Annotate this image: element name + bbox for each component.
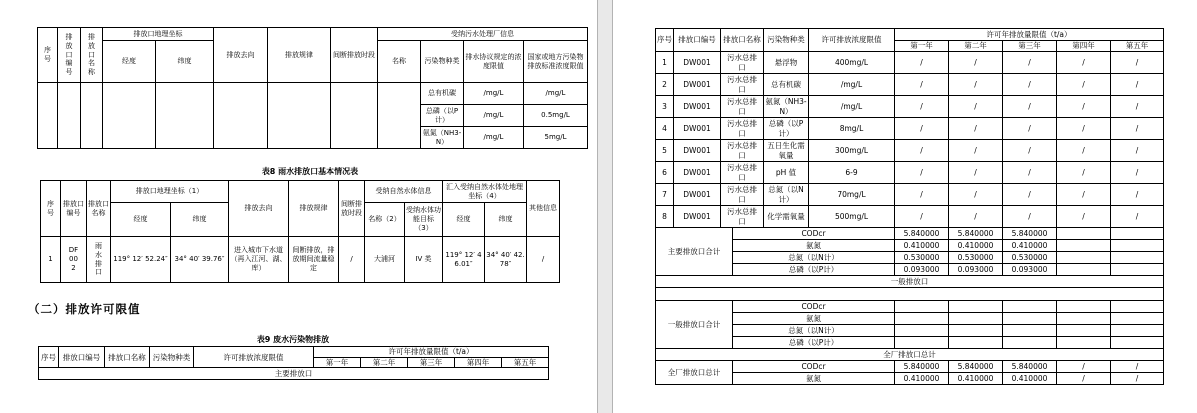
year1-cell: [895, 337, 949, 349]
cell: [268, 83, 331, 149]
cell: [103, 83, 156, 149]
pollutant-cell: CODcr: [733, 301, 895, 313]
header-outlet-no: 排放口编号: [61, 181, 87, 237]
standard-limit-cell: 0.5mg/L: [524, 105, 588, 127]
year5-cell: /: [1111, 162, 1164, 184]
year2-cell: 0.410000: [949, 373, 1003, 385]
year1-cell: 5.840000: [895, 228, 949, 240]
pollutant-cell: 总氮（以N计）: [733, 325, 895, 337]
year3-cell: 0.530000: [1003, 252, 1057, 264]
header-pattern: 排放规律: [289, 181, 339, 237]
permit-limits-table: [655, 28, 1164, 385]
header-seq: 序号: [656, 29, 674, 52]
year5-cell: /: [1111, 118, 1164, 140]
year2-cell: /: [949, 52, 1003, 74]
outlet-no-value: DF002: [68, 246, 79, 272]
table8-caption: 表8 雨水排放口基本情况表: [261, 167, 359, 176]
main-outlet-band: 主要排放口: [39, 368, 549, 380]
outlet-name-value: 污水总排口: [727, 185, 757, 204]
year4-cell: [1057, 325, 1111, 337]
longitude-cell: 119° 12′ 52.24″: [111, 237, 171, 283]
year2-cell: 0.530000: [949, 252, 1003, 264]
outlet-no-cell: DW001: [674, 162, 721, 184]
year5-cell: [1111, 337, 1164, 349]
pollutant-cell: 总磷（以P计）: [733, 337, 895, 349]
outlet-name-cell: [87, 237, 111, 283]
cell: [81, 83, 103, 149]
outlet-name-value: 污水总排口: [727, 75, 757, 94]
table-row: [656, 288, 1164, 301]
table-row: [656, 96, 1164, 118]
table9-caption: 表9 废水污染物排放: [256, 335, 330, 344]
join-latitude-cell: 34° 40′ 42.78″: [485, 237, 527, 283]
year1-cell: /: [895, 184, 949, 206]
header-water-name: 名称（2）: [365, 203, 405, 237]
table9-wastewater-discharge-table: [38, 346, 549, 380]
intermittent-cell: /: [339, 237, 365, 283]
general-outlet-band: 一般排放口: [656, 276, 1164, 288]
year2-cell: [949, 325, 1003, 337]
year2-cell: 0.410000: [949, 240, 1003, 252]
conc-limit-cell: 500mg/L: [809, 206, 895, 228]
cell: [331, 83, 378, 149]
header-seq: [38, 28, 58, 83]
year4-cell: /: [1057, 96, 1111, 118]
pollutant-cell: 总有机碳: [421, 83, 464, 105]
header-join-coords: 汇入受纳自然水体处地理坐标（4）: [443, 181, 527, 203]
year3-cell: [1003, 325, 1057, 337]
year1-cell: /: [895, 162, 949, 184]
year4-cell: /: [1057, 74, 1111, 96]
year4-cell: /: [1057, 140, 1111, 162]
year4-cell: /: [1057, 52, 1111, 74]
seq-cell: 8: [656, 206, 674, 228]
outlet-no-cell: DW001: [674, 96, 721, 118]
year2-cell: /: [949, 184, 1003, 206]
seq-cell: 1: [656, 52, 674, 74]
document-page-left: [0, 0, 597, 413]
header-annual-limit: 许可年排放量限值（t/a）: [314, 347, 549, 358]
year4-cell: /: [1057, 373, 1111, 385]
join-longitude-cell: 119° 12′ 46.01″: [443, 237, 485, 283]
pattern-cell: 间断排放，排放期间流量稳定: [289, 237, 339, 283]
header-year1: 第一年: [314, 358, 361, 368]
header-seq: [41, 181, 61, 237]
year3-cell: /: [1003, 74, 1057, 96]
year3-cell: /: [1003, 52, 1057, 74]
year5-cell: [1111, 240, 1164, 252]
table-row: [656, 361, 1164, 373]
year1-cell: [895, 301, 949, 313]
year4-cell: [1057, 264, 1111, 276]
seq-cell: 5: [656, 140, 674, 162]
other-info-cell: /: [527, 237, 560, 283]
table-row: [656, 276, 1164, 288]
header-outlet-name: 排放口名称: [87, 181, 111, 237]
table-row: [656, 228, 1164, 240]
header-seq-label: 序号: [47, 199, 54, 217]
table-row: [656, 140, 1164, 162]
header-pollutant-type: 污染物种类: [764, 29, 809, 52]
outlet-name-value: 污水总排口: [727, 207, 757, 226]
cell: [38, 83, 58, 149]
table-row: [38, 28, 588, 41]
page-gap: [597, 0, 613, 413]
header-outlet-name: 排放口名称: [721, 29, 764, 52]
outlet-no-cell: DW001: [674, 74, 721, 96]
year2-cell: 0.093000: [949, 264, 1003, 276]
table-row: [39, 347, 549, 358]
outlet-name-cell: [721, 118, 764, 140]
agreement-limit-cell: /mg/L: [464, 127, 524, 149]
year3-cell: /: [1003, 96, 1057, 118]
table-row: [656, 52, 1164, 74]
table-row: [656, 252, 1164, 264]
year3-cell: 5.840000: [1003, 228, 1057, 240]
outlet-no-cell: DW001: [674, 140, 721, 162]
outlet-name-cell: [721, 162, 764, 184]
header-outlet-no: 排放口编号: [674, 29, 721, 52]
header-year3: 第三年: [408, 358, 455, 368]
section-title: （二）排放许可限值: [28, 302, 141, 316]
header-water-info: 受纳自然水体信息: [365, 181, 443, 203]
header-latitude: 纬度: [485, 203, 527, 237]
year1-cell: 5.840000: [895, 361, 949, 373]
pollutant-cell: 氨氮（NH3-N）: [421, 127, 464, 149]
table-row: [39, 368, 549, 380]
table8-rainwater-outlet-table: [40, 180, 560, 283]
outlet-name-cell: [721, 74, 764, 96]
receiving-wwtp-table: [37, 27, 588, 149]
header-agreement-limit: 排水协议规定的浓度限值: [464, 41, 524, 83]
year1-cell: /: [895, 52, 949, 74]
header-intermittent: 间断排放时段: [339, 181, 365, 237]
main-total-label: 主要排放口合计: [656, 228, 733, 276]
year4-cell: /: [1057, 118, 1111, 140]
year5-cell: [1111, 313, 1164, 325]
header-pattern: 排放规律: [268, 28, 331, 83]
year2-cell: /: [949, 162, 1003, 184]
pollutant-cell: 氨氮: [733, 240, 895, 252]
table-row: [656, 240, 1164, 252]
header-other-info: 其他信息: [527, 181, 560, 237]
pollutant-cell: 总有机碳: [764, 74, 809, 96]
conc-limit-cell: 6-9: [809, 162, 895, 184]
conc-limit-cell: 300mg/L: [809, 140, 895, 162]
table-row: [656, 325, 1164, 337]
year1-cell: 0.410000: [895, 373, 949, 385]
year2-cell: /: [949, 206, 1003, 228]
year3-cell: /: [1003, 206, 1057, 228]
seq-cell: 7: [656, 184, 674, 206]
pollutant-cell: 悬浮物: [764, 52, 809, 74]
standard-limit-cell: 5mg/L: [524, 127, 588, 149]
table-row: [656, 29, 1164, 41]
year5-cell: /: [1111, 373, 1164, 385]
year3-cell: /: [1003, 118, 1057, 140]
header-annual-limit: 许可年排放量限值（t/a）: [895, 29, 1164, 41]
table-row: [656, 184, 1164, 206]
year5-cell: /: [1111, 206, 1164, 228]
header-year4: 第四年: [455, 358, 502, 368]
table-row: [656, 264, 1164, 276]
pollutant-cell: pH 值: [764, 162, 809, 184]
seq-cell: 2: [656, 74, 674, 96]
header-longitude: 经度: [443, 203, 485, 237]
outlet-no-cell: DW001: [674, 52, 721, 74]
outlet-name-value: 污水总排口: [727, 53, 757, 72]
year1-cell: 0.410000: [895, 240, 949, 252]
year5-cell: /: [1111, 184, 1164, 206]
outlet-no-cell: DW001: [674, 118, 721, 140]
general-total-label: 一般排放口合计: [656, 301, 733, 349]
year4-cell: [1057, 240, 1111, 252]
pollutant-cell: CODcr: [733, 361, 895, 373]
cell: [156, 83, 214, 149]
header-outlet-no: [58, 28, 81, 83]
year1-cell: /: [895, 140, 949, 162]
pollutant-cell: 总磷（以P计）: [733, 264, 895, 276]
header-year5: 第五年: [1111, 41, 1164, 52]
header-longitude: 经度: [103, 41, 156, 83]
year4-cell: [1057, 228, 1111, 240]
header-year3: 第三年: [1003, 41, 1057, 52]
header-wwtp-name: 名称: [378, 41, 421, 83]
cell: [378, 83, 421, 149]
outlet-name-value: 污水总排口: [727, 97, 757, 116]
year4-cell: [1057, 252, 1111, 264]
header-direction: 排放去向: [229, 181, 289, 237]
pollutant-cell: CODcr: [733, 228, 895, 240]
year2-cell: [949, 313, 1003, 325]
table-row: [656, 301, 1164, 313]
plant-total-label: 全厂排放口总计: [656, 361, 733, 385]
header-geo-coords: 排放口地理坐标（1）: [111, 181, 229, 203]
year3-cell: [1003, 301, 1057, 313]
year3-cell: 0.093000: [1003, 264, 1057, 276]
table-row: [38, 83, 588, 105]
year5-cell: /: [1111, 74, 1164, 96]
header-seq: 序号: [39, 347, 59, 368]
year1-cell: [895, 313, 949, 325]
conc-limit-cell: /mg/L: [809, 74, 895, 96]
cell: [214, 83, 268, 149]
header-outlet-no: 排放口编号: [59, 347, 105, 368]
header-year5: 第五年: [502, 358, 549, 368]
year5-cell: /: [1111, 361, 1164, 373]
year3-cell: /: [1003, 184, 1057, 206]
table-row: [656, 313, 1164, 325]
year1-cell: [895, 325, 949, 337]
table-row: [656, 349, 1164, 361]
header-direction: 排放去向: [214, 28, 268, 83]
year5-cell: [1111, 252, 1164, 264]
table-row: [41, 237, 560, 283]
pollutant-cell: 氨氮: [733, 373, 895, 385]
year2-cell: [949, 301, 1003, 313]
pollutant-cell: 总氮（以N计）: [733, 252, 895, 264]
header-pollutant-type: 污染物种类: [421, 41, 464, 83]
pollutant-cell: 氨氮: [733, 313, 895, 325]
year3-cell: [1003, 337, 1057, 349]
header-latitude: 纬度: [156, 41, 214, 83]
outlet-name-cell: [721, 206, 764, 228]
pollutant-cell: 总磷（以P计）: [421, 105, 464, 127]
header-outlet-name-label: 排放口名称: [88, 33, 95, 77]
outlet-name-cell: [721, 184, 764, 206]
header-conc-limit: 许可排放浓度限值: [809, 29, 895, 52]
conc-limit-cell: 400mg/L: [809, 52, 895, 74]
plant-total-band: 全厂排放口总计: [656, 349, 1164, 361]
header-outlet-name: 排放口名称: [105, 347, 150, 368]
table-row: [656, 373, 1164, 385]
table-row: [656, 337, 1164, 349]
conc-limit-cell: /mg/L: [809, 96, 895, 118]
table-row: [656, 206, 1164, 228]
year2-cell: 5.840000: [949, 228, 1003, 240]
year3-cell: /: [1003, 140, 1057, 162]
header-seq-label: 序号: [44, 46, 51, 63]
pollutant-cell: 化学需氧量: [764, 206, 809, 228]
year4-cell: /: [1057, 162, 1111, 184]
header-conc-limit: 许可排放浓度限值: [194, 347, 314, 368]
seq-cell: 3: [656, 96, 674, 118]
outlet-name-cell: [721, 140, 764, 162]
year2-cell: 5.840000: [949, 361, 1003, 373]
conc-limit-cell: 70mg/L: [809, 184, 895, 206]
header-wwtp-info: 受纳污水处理厂信息: [378, 28, 588, 41]
standard-limit-cell: /mg/L: [524, 83, 588, 105]
header-latitude: 纬度: [171, 203, 229, 237]
year5-cell: [1111, 301, 1164, 313]
header-outlet-no-label: 排放口编号: [65, 33, 73, 77]
header-longitude: 经度: [111, 203, 171, 237]
header-geo-coords: 排放口地理坐标: [103, 28, 214, 41]
document-page-right: [613, 0, 1197, 413]
year1-cell: 0.093000: [895, 264, 949, 276]
year5-cell: [1111, 264, 1164, 276]
seq-cell: 6: [656, 162, 674, 184]
header-intermittent: 间断排放时段: [331, 28, 378, 83]
header-year1: 第一年: [895, 41, 949, 52]
year3-cell: 5.840000: [1003, 361, 1057, 373]
agreement-limit-cell: /mg/L: [464, 105, 524, 127]
seq-cell: 4: [656, 118, 674, 140]
year1-cell: /: [895, 96, 949, 118]
year1-cell: /: [895, 118, 949, 140]
pollutant-cell: 氨氮（NH3-N）: [765, 97, 807, 116]
year3-cell: [1003, 313, 1057, 325]
outlet-no-cell: DW001: [674, 184, 721, 206]
year2-cell: /: [949, 140, 1003, 162]
year5-cell: [1111, 228, 1164, 240]
table-row: [656, 118, 1164, 140]
header-outlet-name: [81, 28, 103, 83]
header-year2: 第二年: [949, 41, 1003, 52]
outlet-name-cell: [721, 52, 764, 74]
agreement-limit-cell: /mg/L: [464, 83, 524, 105]
year4-cell: /: [1057, 361, 1111, 373]
outlet-name-value: 污水总排口: [727, 119, 757, 138]
year5-cell: /: [1111, 140, 1164, 162]
outlet-name-value: 污水总排口: [727, 141, 757, 160]
header-year4: 第四年: [1057, 41, 1111, 52]
outlet-no-cell: [61, 237, 87, 283]
year4-cell: [1057, 301, 1111, 313]
year1-cell: 0.530000: [895, 252, 949, 264]
year4-cell: /: [1057, 184, 1111, 206]
pollutant-cell: 总氮（以N计）: [764, 184, 809, 206]
year1-cell: /: [895, 206, 949, 228]
year4-cell: /: [1057, 206, 1111, 228]
water-target-cell: IV 类: [405, 237, 443, 283]
pollutant-cell: 五日生化需氧量: [764, 140, 809, 162]
empty-row-cell: [656, 288, 1164, 301]
header-water-target: 受纳水体功能目标（3）: [405, 203, 443, 237]
conc-limit-cell: 8mg/L: [809, 118, 895, 140]
year5-cell: [1111, 325, 1164, 337]
direction-cell: 进入城市下水道（再入江河、湖、库）: [229, 237, 289, 283]
year5-cell: /: [1111, 96, 1164, 118]
pollutant-cell: 总磷（以P计）: [764, 118, 809, 140]
outlet-name-cell: [721, 96, 764, 118]
year2-cell: /: [949, 96, 1003, 118]
year3-cell: /: [1003, 162, 1057, 184]
seq-cell: 1: [41, 237, 61, 283]
year3-cell: 0.410000: [1003, 373, 1057, 385]
latitude-cell: 34° 40′ 39.76″: [171, 237, 229, 283]
year4-cell: [1057, 313, 1111, 325]
cell: [58, 83, 81, 149]
year3-cell: 0.410000: [1003, 240, 1057, 252]
header-standard-limit: 国家或地方污染物排放标准浓度限值: [524, 41, 588, 83]
table-row: [656, 74, 1164, 96]
outlet-no-cell: DW001: [674, 206, 721, 228]
water-name-cell: 大浦河: [365, 237, 405, 283]
year5-cell: /: [1111, 52, 1164, 74]
header-pollutant-type: 污染物种类: [150, 347, 194, 368]
year4-cell: [1057, 337, 1111, 349]
table-row: [41, 181, 560, 203]
year2-cell: /: [949, 74, 1003, 96]
outlet-name-value: 污水总排口: [727, 163, 757, 182]
outlet-name-value: 雨水排口: [95, 242, 102, 277]
header-year2: 第二年: [361, 358, 408, 368]
table-row: [656, 162, 1164, 184]
year1-cell: /: [895, 74, 949, 96]
year2-cell: [949, 337, 1003, 349]
year2-cell: /: [949, 118, 1003, 140]
